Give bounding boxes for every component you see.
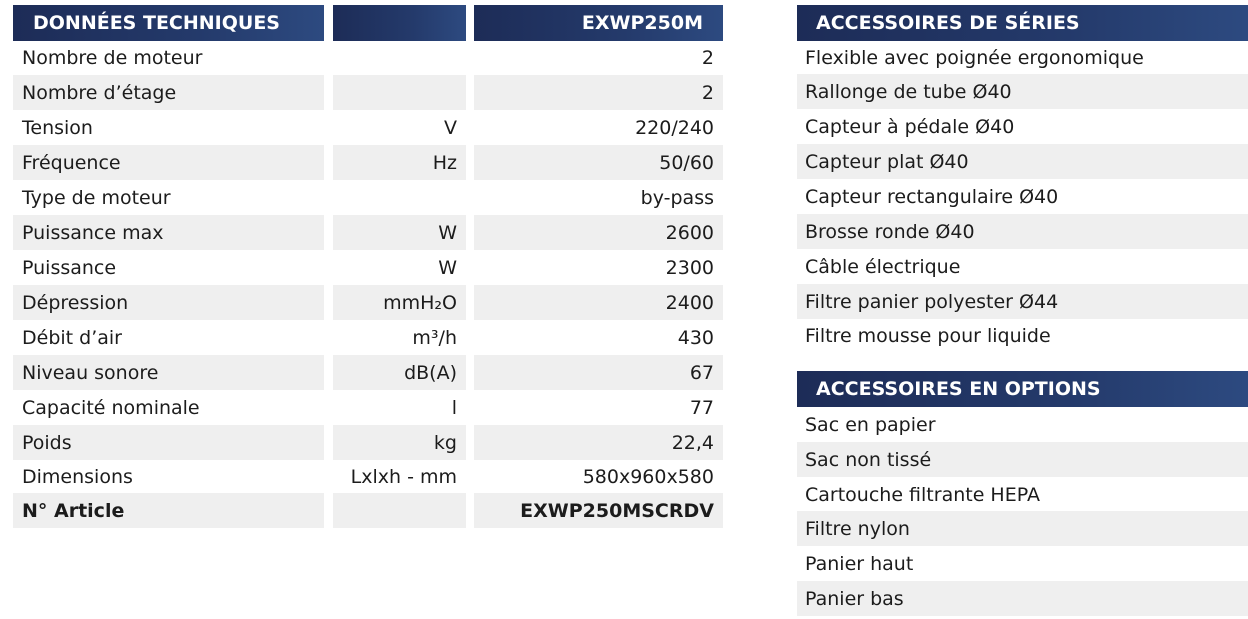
series-item: Capteur rectangulaire Ø40 [805, 185, 1059, 208]
spec-row [13, 320, 723, 355]
spec-value: 2 [701, 46, 714, 69]
series-item: Filtre panier polyester Ø44 [797, 284, 1248, 319]
spec-row-article [13, 493, 723, 528]
spec-unit: l [451, 396, 457, 419]
series-title: ACCESSOIRES DE SÉRIES [816, 12, 1080, 34]
series-item: Rallonge de tube Ø40 [797, 74, 1248, 109]
spec-label: Puissance max [13, 215, 324, 250]
spec-value: 22,4 [474, 425, 723, 460]
series-item: Câble électrique [805, 255, 961, 278]
spec-row [13, 145, 723, 180]
spec-row [13, 215, 723, 250]
series-item: Capteur à pédale Ø40 [805, 115, 1015, 138]
spec-unit: mmH₂O [333, 285, 466, 320]
options-item: Panier bas [797, 581, 1248, 616]
spec-value: EXWP250MSCRDV [474, 493, 723, 528]
spec-label: Dépression [13, 285, 324, 320]
series-header [797, 5, 1248, 41]
specs-header-model [474, 5, 723, 41]
spec-label: Débit d’air [22, 326, 122, 349]
spec-unit: Lxlxh - mm [350, 465, 457, 488]
spec-value: 50/60 [474, 145, 723, 180]
options-title: ACCESSOIRES EN OPTIONS [816, 378, 1101, 400]
options-item: Panier haut [805, 552, 914, 575]
spec-unit: W [438, 256, 457, 279]
options-item: Sac en papier [805, 413, 936, 436]
spec-label: Nombre de moteur [22, 46, 203, 69]
spec-unit: kg [333, 425, 466, 460]
spec-label: Type de moteur [22, 186, 171, 209]
spec-row [13, 459, 723, 494]
spec-value: 2300 [665, 256, 714, 279]
spec-row [13, 355, 723, 390]
spec-row [13, 40, 723, 75]
spec-unit [333, 40, 466, 75]
spec-value: 2600 [474, 215, 723, 250]
spec-unit [333, 180, 466, 215]
spec-label: Poids [13, 425, 324, 460]
spec-row [13, 390, 723, 425]
options-item: Filtre nylon [797, 511, 1248, 546]
spec-unit: dB(A) [333, 355, 466, 390]
spec-label: Puissance [22, 256, 117, 279]
options-header [797, 371, 1248, 407]
spec-row [13, 75, 723, 110]
spec-value: 2400 [474, 285, 723, 320]
spec-value: 77 [689, 396, 714, 419]
spec-label: Tension [22, 116, 93, 139]
spec-value: 67 [474, 355, 723, 390]
spec-unit [333, 493, 466, 528]
options-item: Cartouche filtrante HEPA [805, 483, 1040, 506]
spec-row [13, 425, 723, 460]
spec-value: by-pass [640, 186, 714, 209]
series-item: Flexible avec poignée ergonomique [805, 46, 1144, 69]
specs-model: EXWP250M [581, 12, 703, 34]
spec-label: N° Article [13, 493, 324, 528]
series-item: Filtre mousse pour liquide [805, 324, 1051, 347]
spec-label: Nombre d’étage [13, 75, 324, 110]
spec-label: Dimensions [22, 465, 133, 488]
spec-row [13, 180, 723, 215]
spec-value: 430 [677, 326, 714, 349]
spec-unit: V [444, 116, 457, 139]
spec-label: Capacité nominale [22, 396, 200, 419]
spec-label: Fréquence [13, 145, 324, 180]
spec-row [13, 250, 723, 285]
spec-row [13, 285, 723, 320]
series-item: Capteur plat Ø40 [797, 144, 1248, 179]
options-item: Sac non tissé [797, 442, 1248, 477]
specs-header-title [13, 5, 324, 41]
spec-value: 580x960x580 [582, 465, 714, 488]
spec-label: Niveau sonore [13, 355, 324, 390]
spec-unit: m³/h [412, 326, 457, 349]
spec-row [13, 110, 723, 145]
specs-header-unit [333, 5, 466, 41]
spec-unit: Hz [333, 145, 466, 180]
spec-value: 2 [474, 75, 723, 110]
spec-unit: W [333, 215, 466, 250]
specs-title: DONNÉES TECHNIQUES [33, 12, 280, 34]
spec-unit [333, 75, 466, 110]
series-item: Brosse ronde Ø40 [797, 214, 1248, 249]
spec-value: 220/240 [635, 116, 714, 139]
